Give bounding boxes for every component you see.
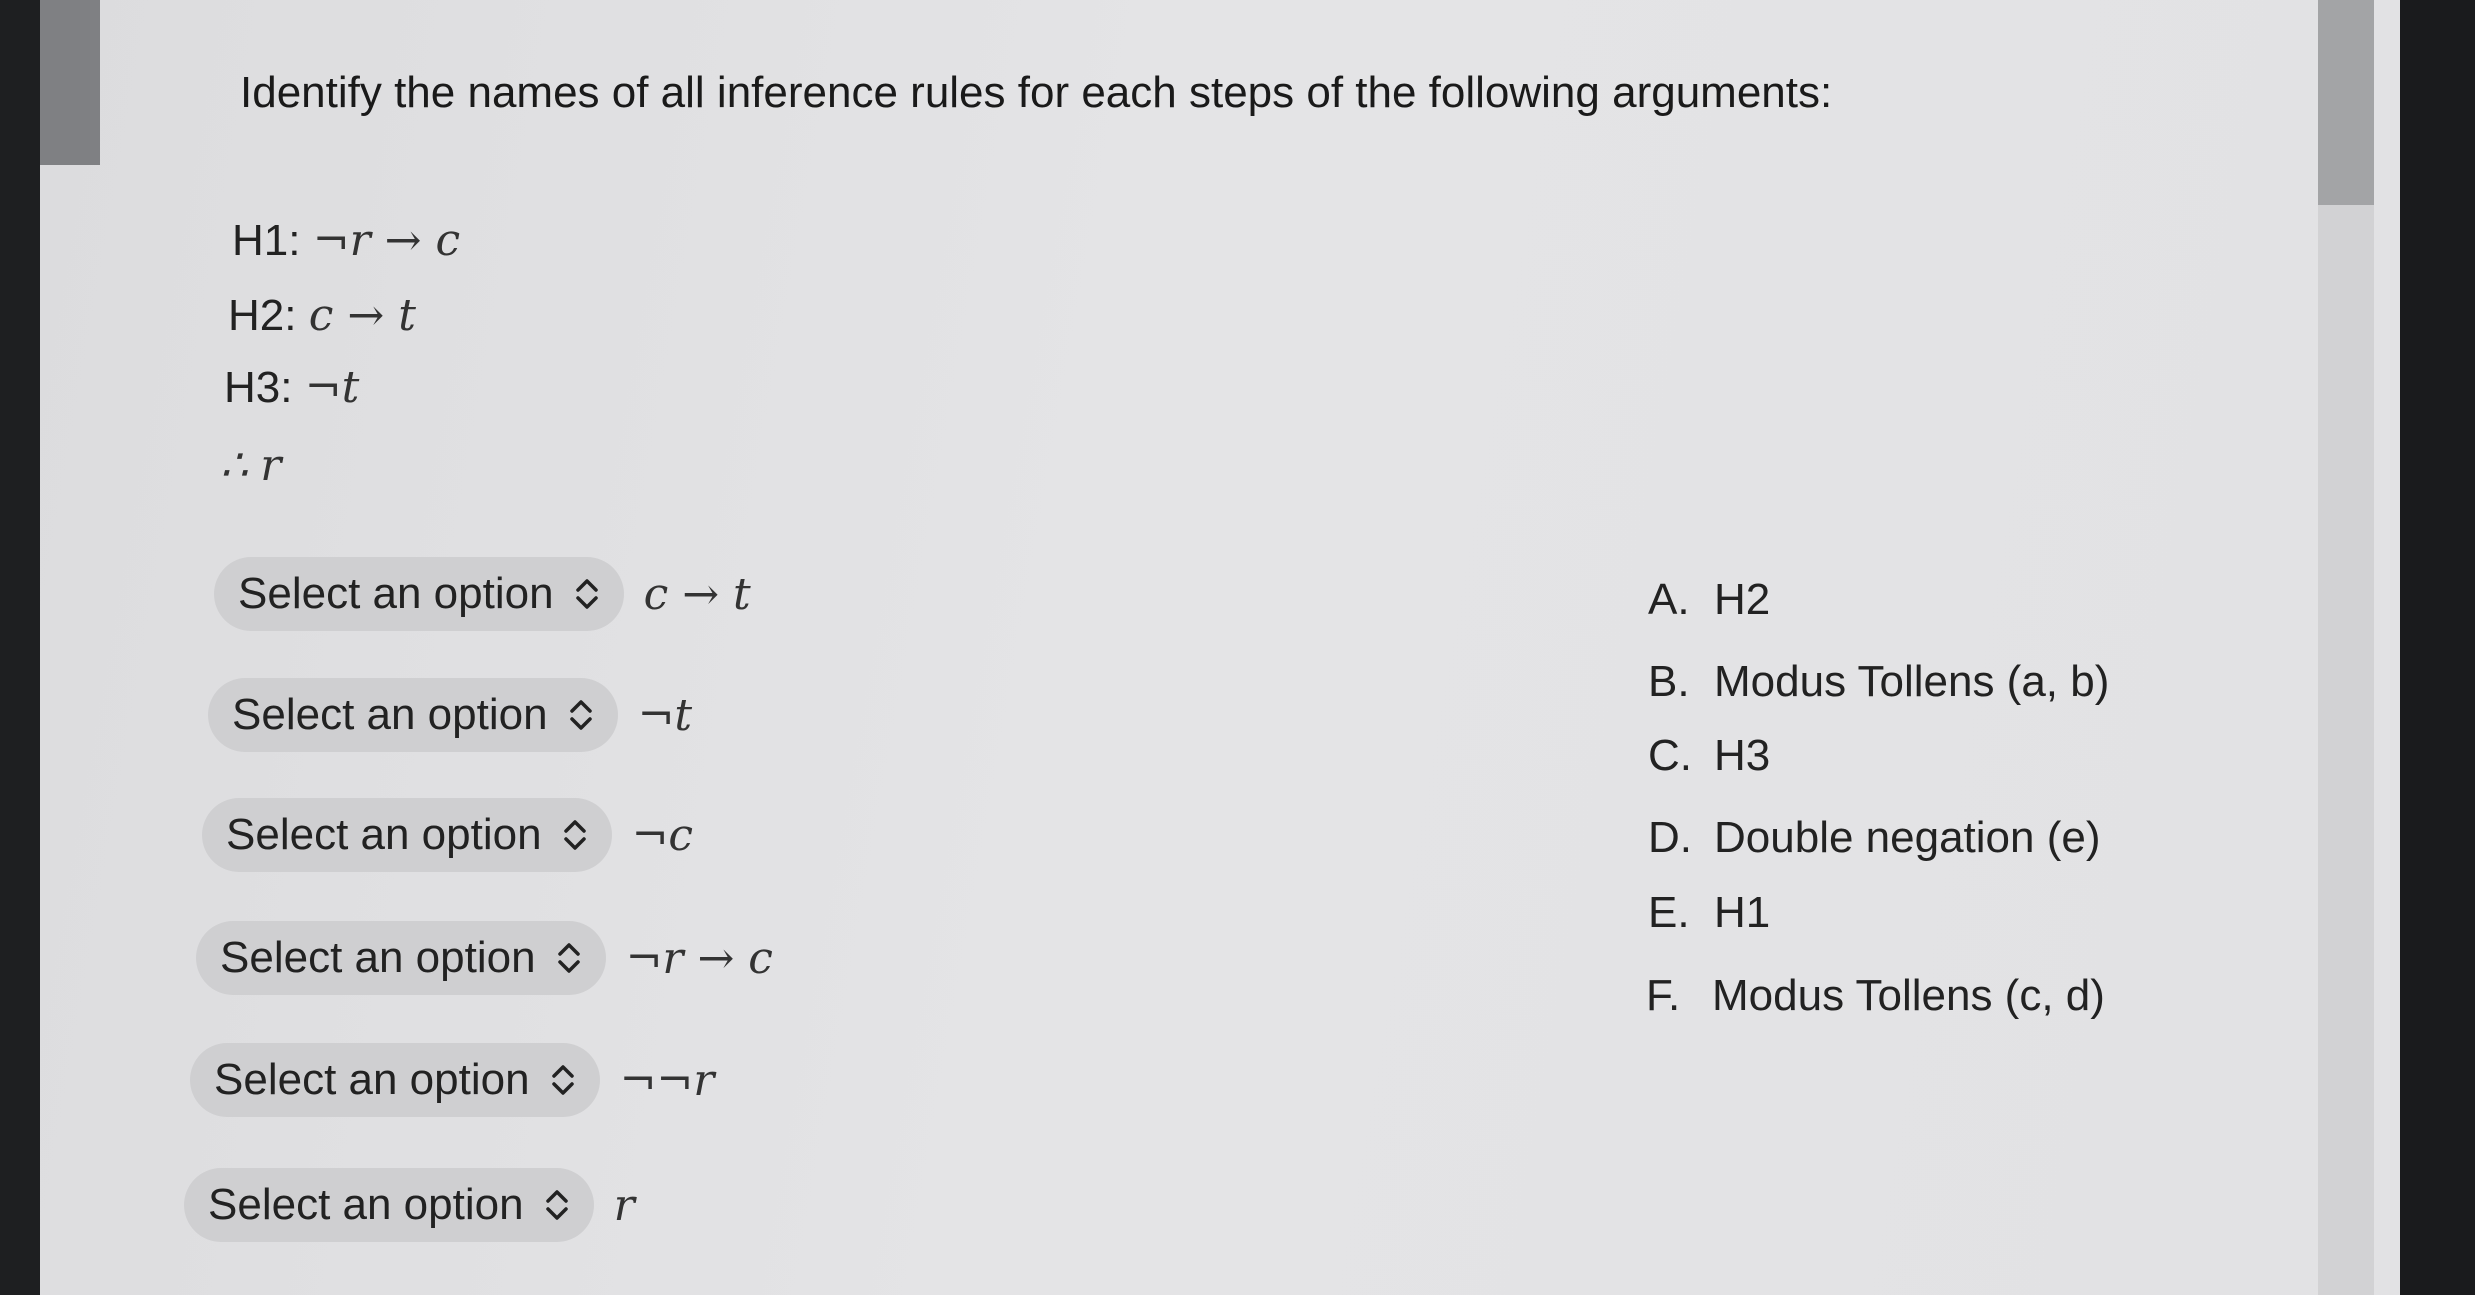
hypothesis-label: H3: <box>224 363 293 412</box>
step-select[interactable] <box>208 678 618 752</box>
answer-option <box>1646 971 2105 1021</box>
conclusion-expr: r <box>260 440 282 491</box>
chevron-up-down-icon <box>554 938 584 978</box>
hypothesis-expr: c → t <box>308 290 416 341</box>
select-label: Select an option <box>208 1180 524 1229</box>
right-bezel <box>2400 0 2475 1295</box>
chevron-up-down-icon <box>560 815 590 855</box>
option-letter: C. <box>1648 731 1692 780</box>
step-select[interactable] <box>184 1168 594 1242</box>
step-row <box>190 1043 714 1117</box>
step-row <box>208 678 692 752</box>
answer-option <box>1648 575 1770 625</box>
step-row <box>184 1168 635 1242</box>
question-text: Identify the names of all inference rules for each steps of the following arguments: <box>240 68 1833 117</box>
option-text: Double negation (e) <box>1714 813 2101 862</box>
step-select[interactable] <box>202 798 612 872</box>
step-expr: ¬c <box>631 809 694 861</box>
option-letter: A. <box>1648 575 1690 624</box>
hypothesis-label: H2: <box>228 291 297 340</box>
select-label: Select an option <box>232 690 548 739</box>
answer-option <box>1648 731 1770 781</box>
step-expr: ¬r → c <box>625 932 773 984</box>
step-row <box>202 798 693 872</box>
hypothesis-expr: ¬r → c <box>312 215 461 266</box>
conclusion <box>220 440 281 491</box>
hypothesis-expr: ¬t <box>304 362 360 413</box>
step-row <box>214 557 751 631</box>
answer-option <box>1648 813 2100 863</box>
select-label: Select an option <box>238 569 554 618</box>
select-label: Select an option <box>214 1055 530 1104</box>
option-letter: B. <box>1648 657 1690 706</box>
step-row <box>196 921 773 995</box>
option-text: H3 <box>1714 731 1771 780</box>
step-select[interactable] <box>196 921 606 995</box>
option-letter: E. <box>1648 888 1690 937</box>
option-text: H1 <box>1714 888 1771 937</box>
step-expr: r <box>613 1179 635 1231</box>
step-expr: c → t <box>643 568 751 620</box>
option-letter: F. <box>1646 971 1681 1020</box>
left-bezel <box>0 0 40 1295</box>
chevron-up-down-icon <box>548 1060 578 1100</box>
therefore-symbol: ∴ <box>220 440 248 491</box>
answer-option <box>1648 888 1770 938</box>
step-expr: ¬¬r <box>619 1054 715 1106</box>
option-letter: D. <box>1648 813 1692 862</box>
option-text: Modus Tollens (a, b) <box>1714 657 2110 706</box>
scrollbar-thumb[interactable] <box>2318 0 2374 205</box>
step-select[interactable] <box>214 557 624 631</box>
chevron-up-down-icon <box>566 695 596 735</box>
hypothesis-h1 <box>232 215 460 266</box>
left-gutter-bar <box>40 0 100 165</box>
answer-option <box>1648 657 2109 707</box>
select-label: Select an option <box>220 933 536 982</box>
hypothesis-h2 <box>228 290 416 341</box>
chevron-up-down-icon <box>572 574 602 614</box>
step-expr: ¬t <box>637 689 693 741</box>
option-text: Modus Tollens (c, d) <box>1712 971 2105 1020</box>
option-text: H2 <box>1714 575 1771 624</box>
select-label: Select an option <box>226 810 542 859</box>
step-select[interactable] <box>190 1043 600 1117</box>
hypothesis-label: H1: <box>232 216 301 265</box>
chevron-up-down-icon <box>542 1185 572 1225</box>
hypothesis-h3 <box>224 362 359 413</box>
